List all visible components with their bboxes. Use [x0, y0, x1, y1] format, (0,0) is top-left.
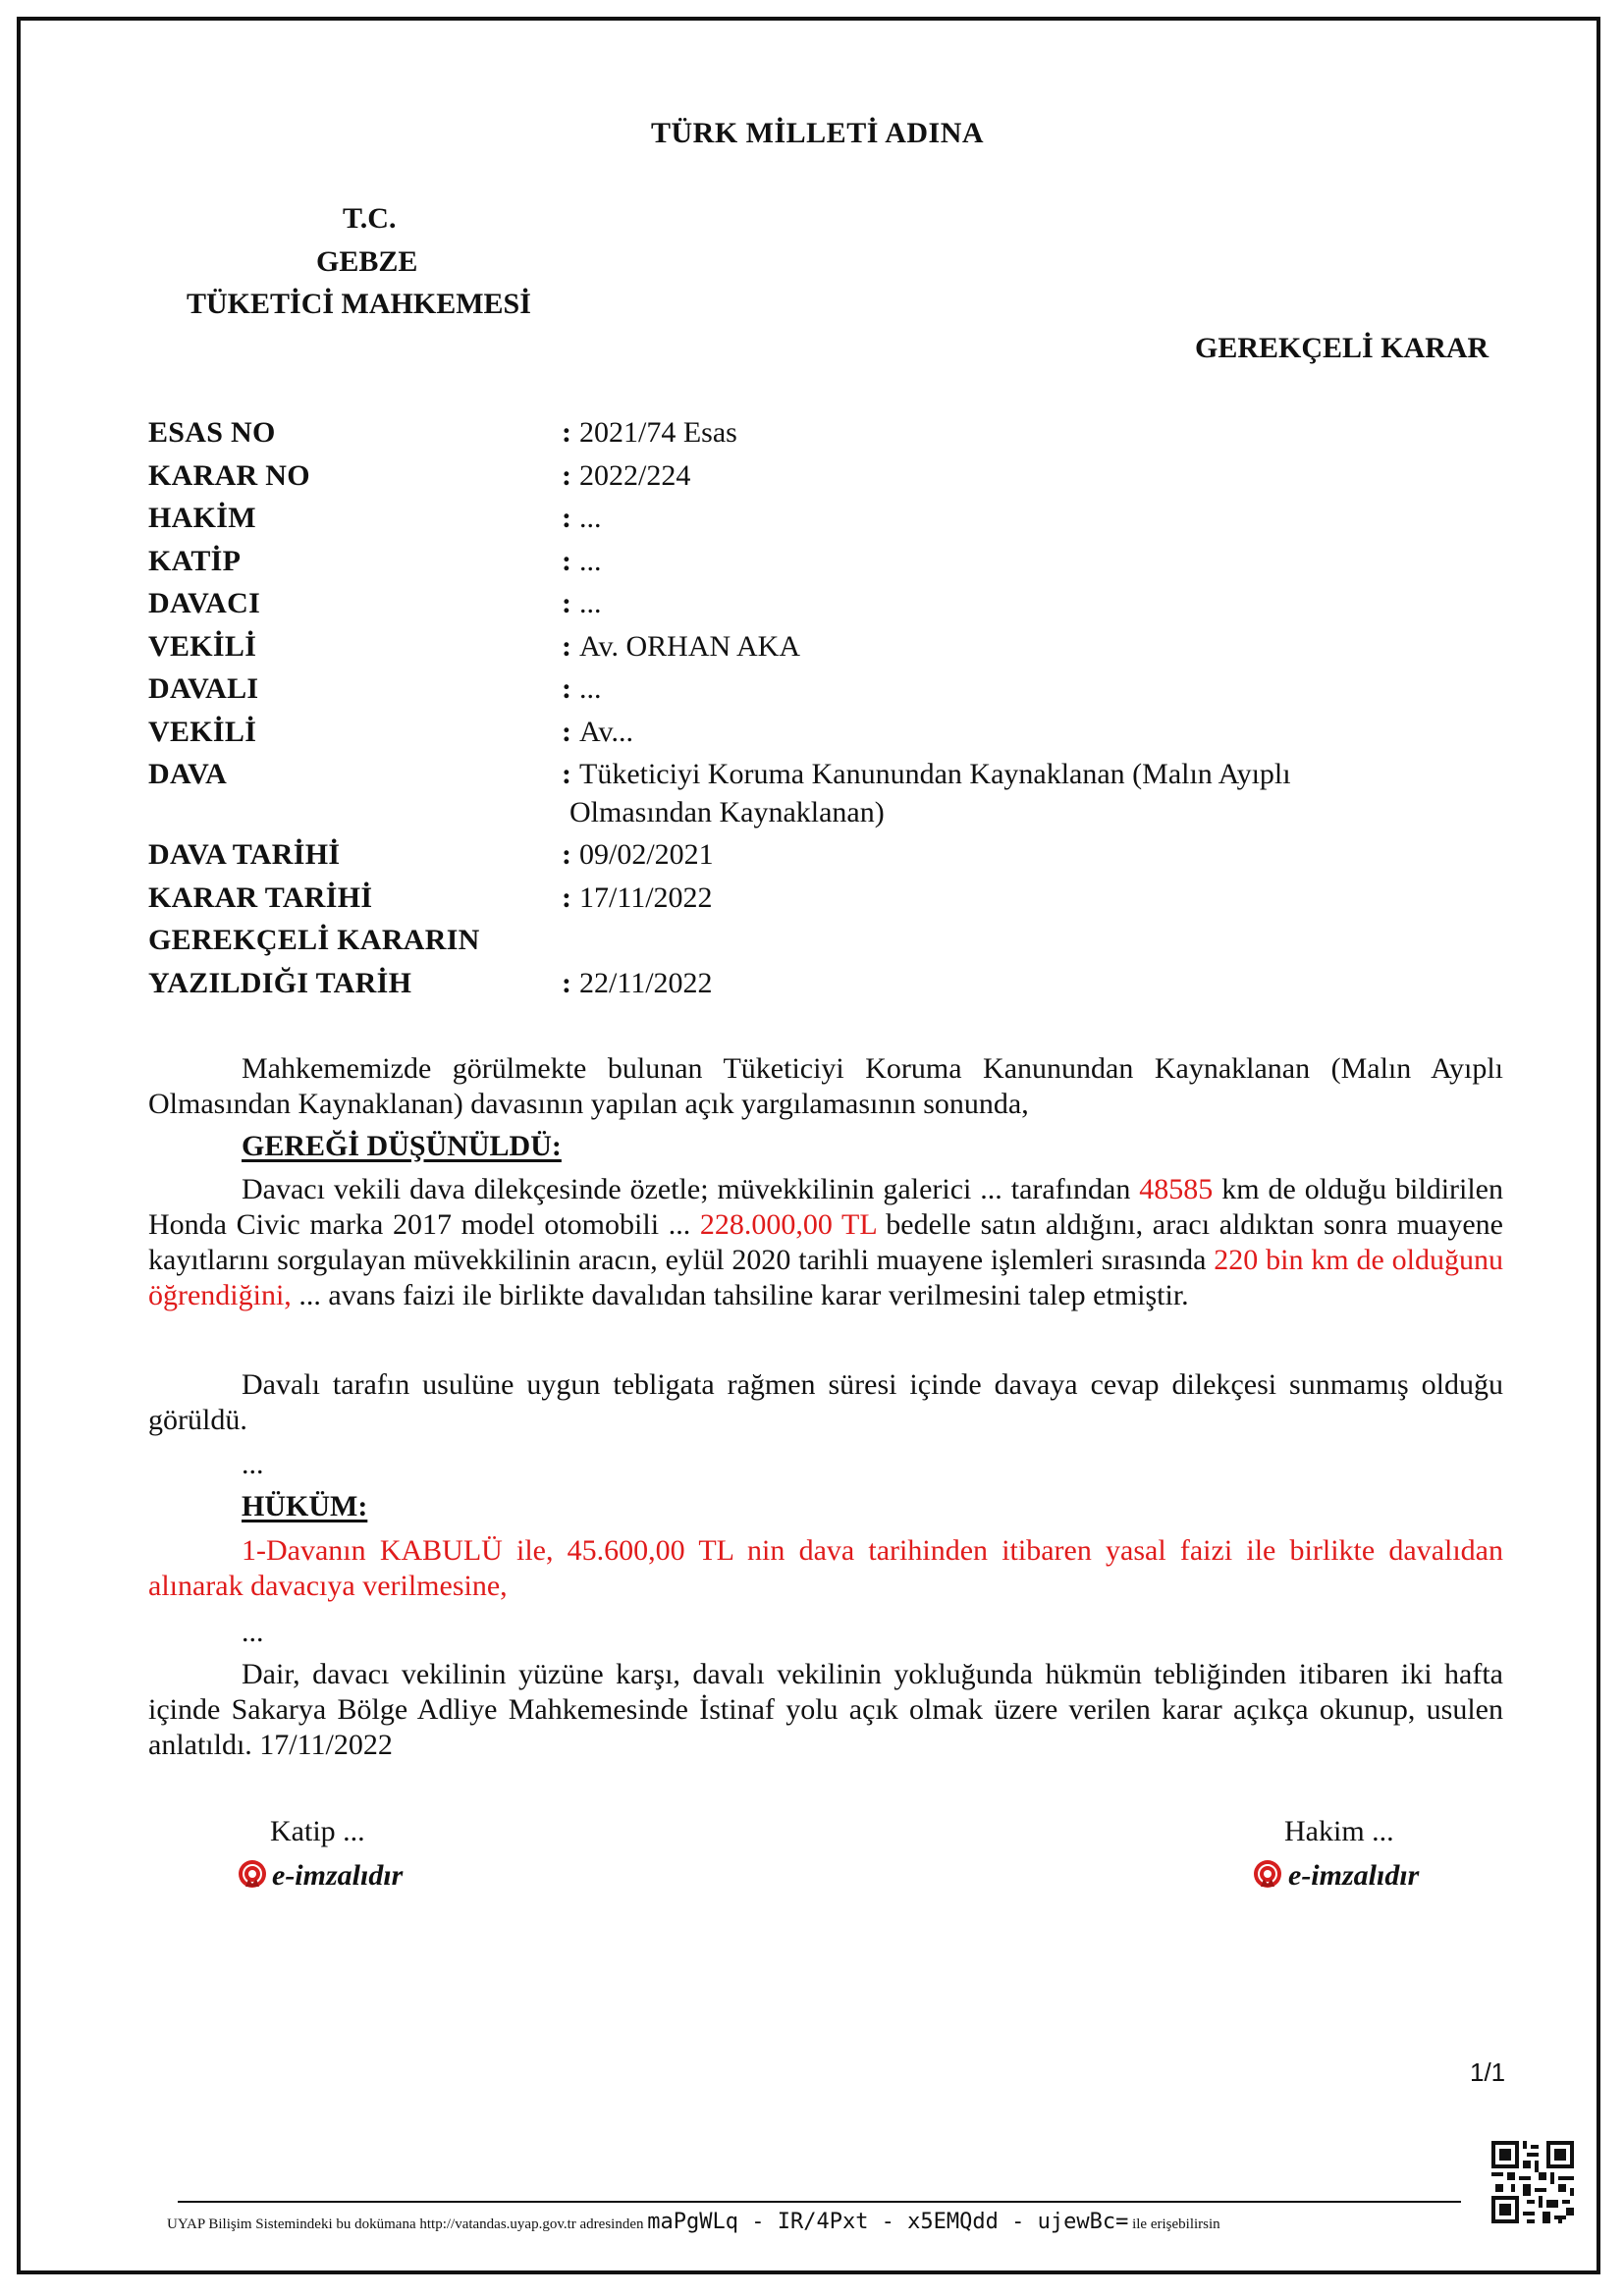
verdict-paragraph: 1-Davanın KABULÜ ile, 45.600,00 TL nin dava tarihinden itibaren yasal faizi ile birlikte davalıdan alınarak davacıya verilmesine,	[148, 1534, 1503, 1602]
verification-code: maPgWLq - IR/4Pxt - x5EMQdd - ujewBc=	[647, 2210, 1129, 2234]
label-dava-tarihi: DAVA TARİHİ	[148, 838, 341, 871]
value-davali: : ...	[562, 672, 602, 705]
label-davaci: DAVACI	[148, 587, 261, 619]
value-karar-tarihi: : 17/11/2022	[562, 881, 713, 914]
label-davali: DAVALI	[148, 672, 259, 705]
label-esas-no: ESAS NO	[148, 416, 276, 449]
qr-code-icon	[1491, 2141, 1574, 2223]
court-heading: TÜKETİCİ MAHKEMESİ	[187, 288, 531, 320]
value-dava: : Tüketiciyi Koruma Kanunundan Kaynaklanan (Malın Ayıplı	[562, 758, 1291, 790]
judge-esign-label: e-imzalıdır	[1288, 1859, 1420, 1892]
value-dava-tarihi: : 09/02/2021	[562, 838, 714, 871]
purchase-price: 228.000,00 TL	[699, 1208, 877, 1241]
ellipsis-1: ...	[242, 1448, 264, 1480]
decision-type: GEREKÇELİ KARAR	[1195, 332, 1489, 364]
footer-rule	[178, 2201, 1461, 2203]
value-hakim: : ...	[562, 502, 602, 534]
mileage-claimed: 48585	[1139, 1173, 1214, 1205]
clerk-signature: Katip ...	[270, 1815, 365, 1847]
value-yazildigi-tarih: : 22/11/2022	[562, 967, 713, 999]
label-hakim: HAKİM	[148, 502, 256, 534]
label-karar-tarihi: KARAR TARİHİ	[148, 881, 373, 914]
closing-paragraph: Dair, davacı vekilinin yüzüne karşı, davalı vekilinin yokluğunda hükmün tebliğinden itibaren iki hafta içinde Sakarya Bölge Adliye Mahkemesinde İstinaf yolu açık olmak üzere verilen karar açıkça okunup, usulen anlatıldı. 17/11/2022	[148, 1658, 1503, 1761]
clerk-esign-label: e-imzalıdır	[272, 1859, 404, 1892]
judge-signature: Hakim ...	[1284, 1815, 1394, 1847]
label-karar-no: KARAR NO	[148, 459, 310, 492]
value-dava-line2: Olmasından Kaynaklanan)	[569, 796, 885, 828]
value-vekili-1: : Av. ORHAN AKA	[562, 630, 800, 663]
label-katip: KATİP	[148, 545, 242, 577]
tc-heading: T.C.	[343, 202, 397, 235]
ellipsis-2: ...	[242, 1616, 264, 1648]
value-esas-no: : 2021/74 Esas	[562, 416, 737, 449]
value-karar-no: : 2022/224	[562, 459, 691, 492]
label-vekili-2: VEKİLİ	[148, 716, 257, 748]
value-davaci: : ...	[562, 587, 602, 619]
defendant-paragraph: Davalı tarafın usulüne uygun tebligata rağmen süresi içinde davaya cevap dilekçesi sunmamış olduğu görüldü.	[148, 1368, 1503, 1436]
esign-seal-icon	[1251, 1857, 1284, 1891]
footer-verification: UYAP Bilişim Sistemindeki bu dokümana http://vatandas.uyap.gov.tr adresinden maPgWLq - IR/4Pxt - x5EMQdd - ujewBc= ile erişebilirsin	[167, 2210, 1220, 2234]
mileage-actual: 220 bin km de olduğunu öğrendiğini,	[148, 1244, 1503, 1311]
label-yazildigi-tarih: YAZILDIĞI TARİH	[148, 967, 412, 999]
reasoning-heading: GEREĞİ DÜŞÜNÜLDÜ:	[242, 1130, 562, 1162]
value-vekili-2: : Av...	[562, 716, 633, 748]
label-gerekceli-kararin: GEREKÇELİ KARARIN	[148, 924, 480, 956]
nation-heading: TÜRK MİLLETİ ADINA	[651, 117, 985, 149]
intro-paragraph: Mahkememizde görülmekte bulunan Tüketiciyi Koruma Kanunundan Kaynaklanan (Malın Ayıplı Olmasından Kaynaklanan) davasının yapılan açık yargılamasının sonunda,	[148, 1052, 1503, 1120]
label-vekili-1: VEKİLİ	[148, 630, 257, 663]
value-katip: : ...	[562, 545, 602, 577]
verdict-heading: HÜKÜM:	[242, 1490, 368, 1522]
label-dava: DAVA	[148, 758, 228, 790]
city-heading: GEBZE	[316, 245, 418, 278]
esign-seal-icon	[236, 1857, 269, 1891]
page-number: 1/1	[1470, 2057, 1506, 2087]
claim-paragraph: Davacı vekili dava dilekçesinde özetle; müvekkilinin galerici ... tarafından 48585 km de olduğu bildirilen Honda Civic marka 2017 model otomobili ... 228.000,00 TL bedelle satın aldığını, aracı aldıktan sonra muayene kayıtlarını sorgulayan müvekkilinin aracın, eylül 2020 tarihli muayene işlemleri sırasında 220 bin km de olduğunu öğrendiğini, ... avans faizi ile birlikte davalıdan tahsiline karar verilmesini talep etmiştir.	[148, 1173, 1504, 1311]
